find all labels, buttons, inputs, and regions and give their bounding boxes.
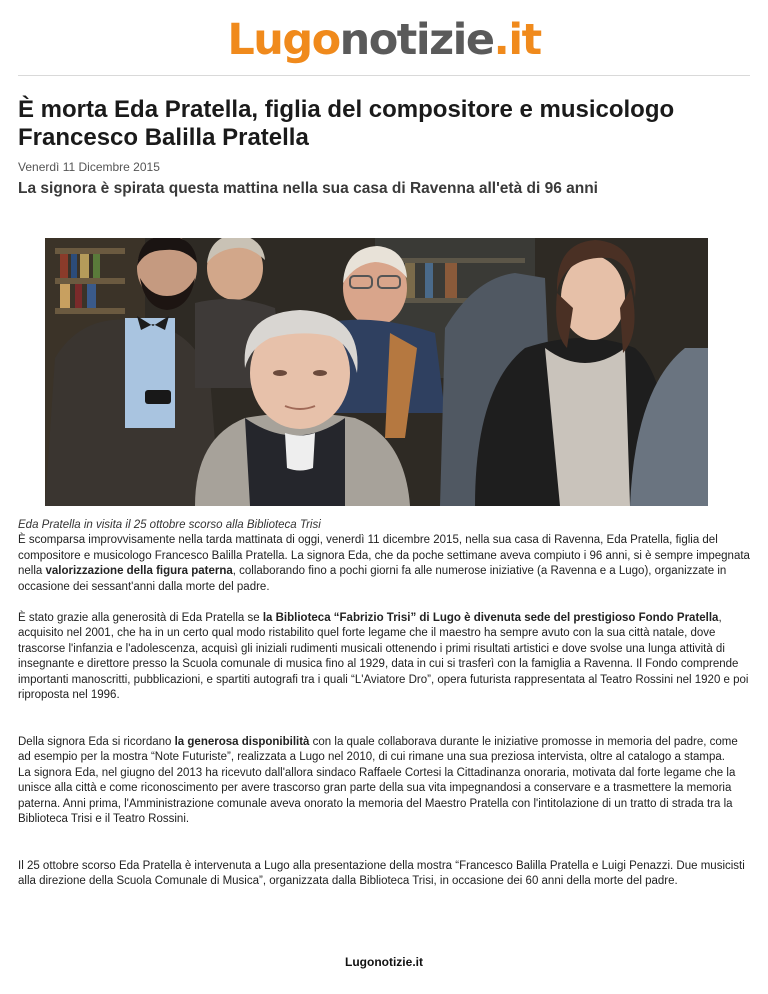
- article-body: [18, 533, 753, 905]
- footer-site-name[interactable]: Lugonotizie.it: [345, 955, 423, 969]
- masthead: [0, 0, 768, 76]
- paragraph-5: Il 25 ottobre scorso Eda Pratella è intervenuta a Lugo alla presentazione della mostra “Francesco Balilla Pratella e Luigi Penazzi. Due musicisti alla direzione della Scuola Comunale di Musica”, organizzata dalla Biblioteca Trisi, in occasione dei 60 anni della morte del padre.: [18, 859, 745, 887]
- header-divider: [18, 75, 750, 76]
- photo-caption: Eda Pratella in visita il 25 ottobre scorso alla Biblioteca Trisi: [18, 519, 321, 531]
- site-logo[interactable]: Lugonotizie.it: [227, 15, 541, 65]
- article-date: Venerdì 11 Dicembre 2015: [18, 160, 160, 174]
- article-subtitle: La signora è spirata questa mattina nella sua casa di Ravenna all'età di 96 anni: [18, 180, 598, 197]
- paragraph-2: È stato grazie alla generosità di Eda Pratella se la Biblioteca “Fabrizio Trisi” di Lugo è divenuta sede del prestigioso Fondo Pratella, acquisito nel 2001, che ha in un certo qual modo ristabilito quel forte legame che il maestro ha sempre avuto con la sua città natale, dove trascorse l'infanzia e l'adolescenza, acquisì gli iniziali rudimenti musicali ottenendo i primi risultati artistici e dove svolse una lunga attività di insegnante e direttore presso la Scuola comunale di musica fino al 1929, data in cui si trasferì con la famiglia a Ravenna. Il Fondo comprende importanti manoscritti, pubblicazioni, e spartiti autografi tra i quali “L'Aviatore Dro”, opera futurista rappresentata al Teatro Rossini nel 1920 e poi riproposta nel 1996.: [18, 611, 749, 701]
- article-title: È morta Eda Pratella, figlia del compositore e musicologo Francesco Balilla Pratella: [18, 96, 675, 151]
- paragraph-1: È scomparsa improvvisamente nella tarda mattinata di oggi, venerdì 11 dicembre 2015, nella sua casa di Ravenna, Eda Pratella, figlia del compositore e musicologo Francesco Balilla Pratella. La signora Eda, che da poche settimane aveva compiuto i 96 anni, si è sempre impegnata nella valorizzazione della figura paterna, collaborando fino a pochi giorni fa alle numerose iniziative (a Ravenna e a Lugo), organizzate in occasione dei sessant'anni dalla morte del padre.: [18, 534, 750, 593]
- article-photo: [45, 238, 708, 506]
- paragraph-4: La signora Eda, nel giugno del 2013 ha ricevuto dall'allora sindaco Raffaele Cortesi la Cittadinanza onoraria, motivata dal forte legame che la unisce alla città e come riconoscimento per avere trascorso gran parte della sua vita impegnandosi a conservare e a trasmettere la memoria paterna. Anni prima, l'Amministrazione comunale aveva onorato la memoria del Maestro Pratella con l'intitolazione di un tratto di strada tra la Biblioteca Trisi e il Teatro Rossini.: [18, 766, 736, 825]
- paragraph-3: Della signora Eda si ricordano la generosa disponibilità con la quale collaborava durante le iniziative promosse in memoria del padre, come ad esempio per la mostra “Note Futuriste”, realizzata a Lugo nel 2010, di cui rimane una sua preziosa intervista, oltre al catalogo a stampa.: [18, 735, 738, 763]
